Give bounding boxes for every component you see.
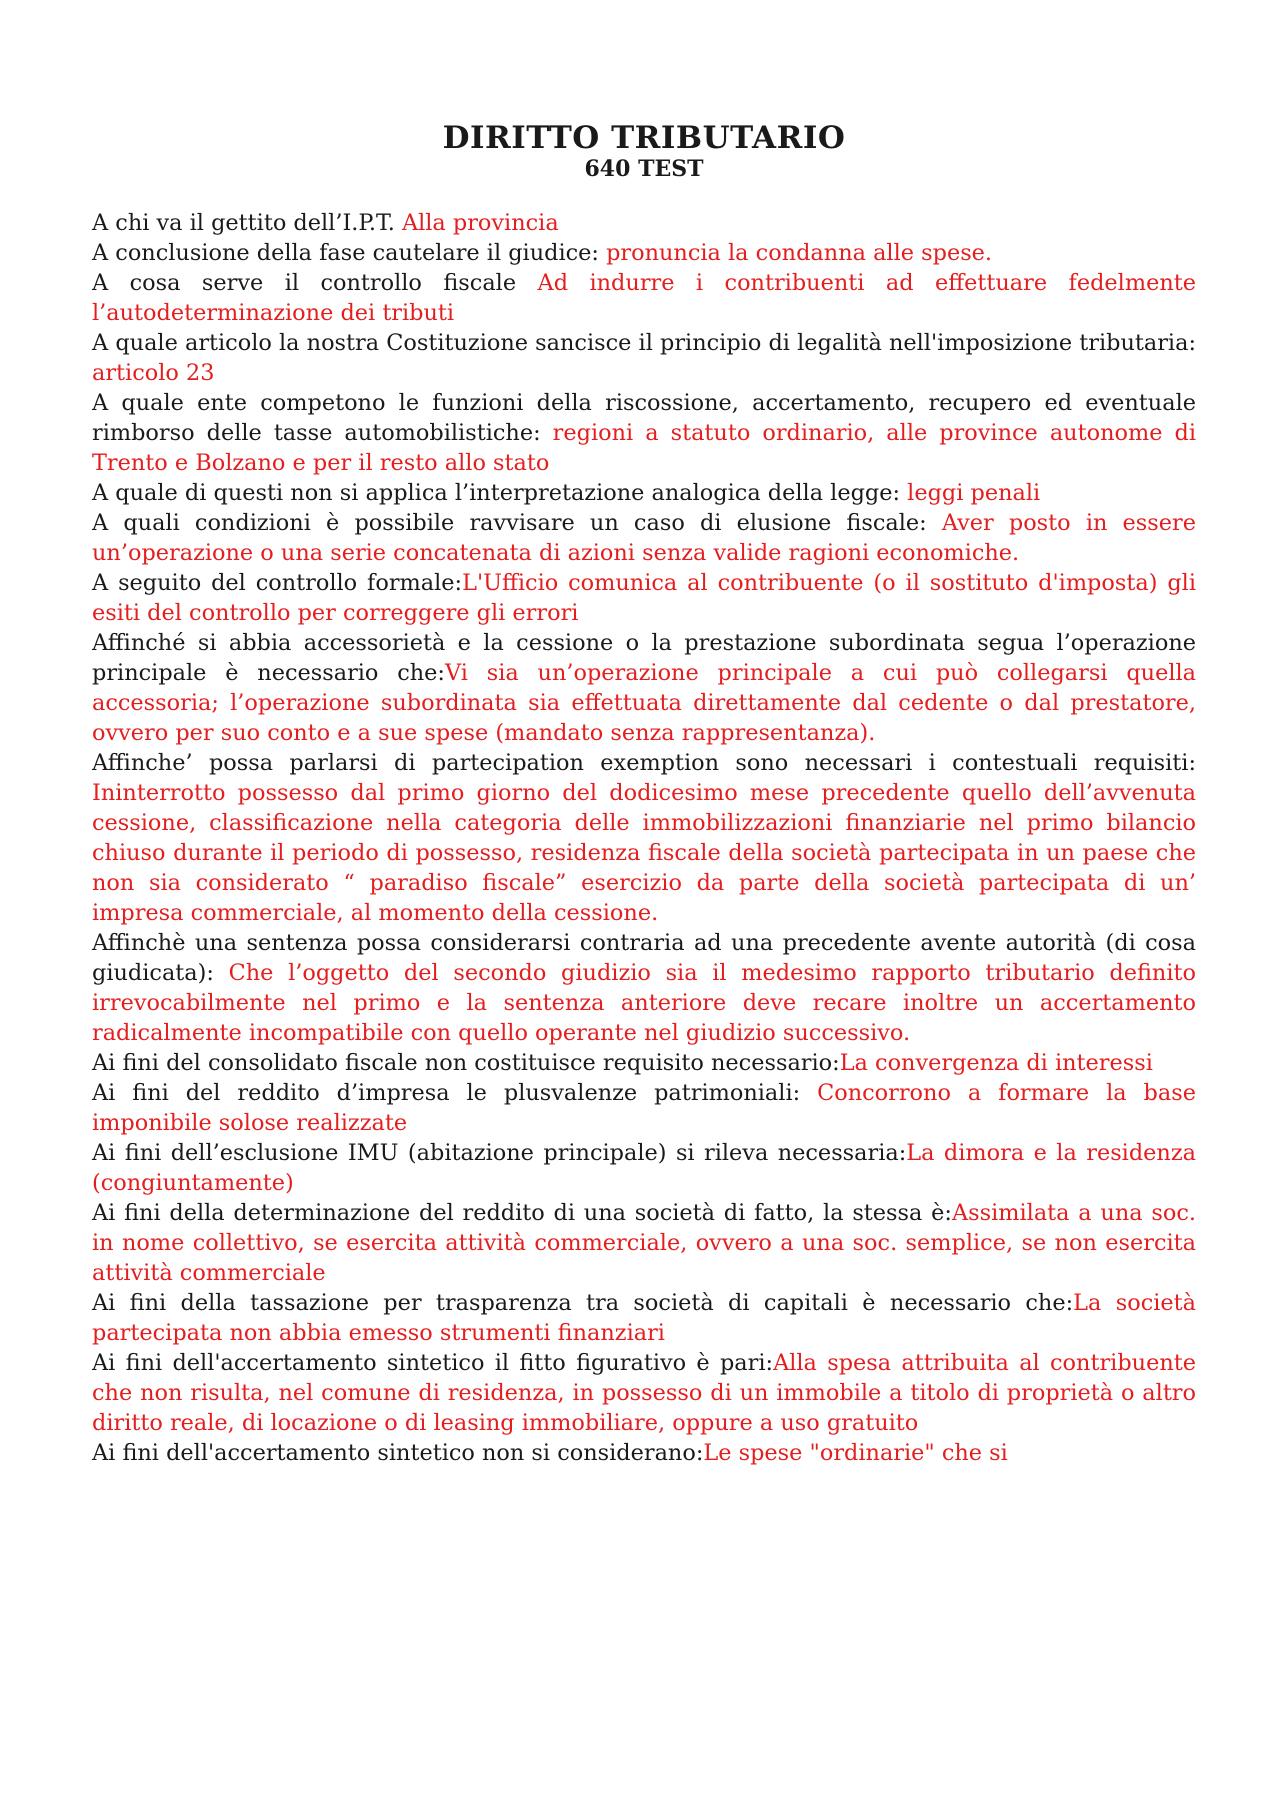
qa-item [92, 268, 1196, 328]
qa-item [92, 208, 1196, 238]
question-text: Ai fini del consolidato fiscale non costituisce requisito necessario: [92, 1050, 840, 1076]
question-text: A quale articolo la nostra Costituzione sancisce il principio di legalità nell'imposizione tributaria: [92, 330, 1196, 356]
answer-text: Concorrono a formare la base imponibile solose realizzate [92, 1080, 1196, 1136]
answer-text: L'Ufficio comunica al contribuente (o il sostituto d'imposta) gli esiti del controllo per correggere gli errori [92, 570, 1196, 626]
answer-text: leggi penali [907, 480, 1041, 506]
qa-item [92, 1138, 1196, 1198]
qa-list [92, 208, 1196, 1468]
qa-item [92, 568, 1196, 628]
answer-text: articolo 23 [92, 360, 215, 386]
qa-item [92, 1078, 1196, 1138]
qa-item [92, 328, 1196, 388]
question-text: A conclusione della fase cautelare il giudice: [92, 240, 607, 266]
answer-text: Che l’oggetto del secondo giudizio sia il medesimo rapporto tributario definito irrevocabilmente nel primo e la sentenza anteriore deve recare inoltre un accertamento radicalmente incompatibile con quello operante nel giudizio successivo. [92, 960, 1196, 1046]
qa-item [92, 748, 1196, 928]
question-text: Affinche’ possa parlarsi di partecipation exemption sono necessari i contestuali requisiti: [92, 750, 1196, 776]
answer-text: La dimora e la residenza (congiuntamente) [92, 1140, 1196, 1196]
question-text: A quale di questi non si applica l’interpretazione analogica della legge: [92, 480, 908, 506]
question-text: A seguito del controllo formale: [92, 570, 463, 596]
answer-text: Alla provincia [401, 210, 559, 236]
answer-text: Ad indurre i contribuenti ad effettuare fedelmente l’autodeterminazione dei tributi [92, 270, 1196, 326]
answer-text: Alla spesa attribuita al contribuente che non risulta, nel comune di residenza, in possesso di un immobile a titolo di proprietà o altro diritto reale, di locazione o di leasing immobiliare, oppure a uso gratuito [92, 1350, 1196, 1436]
qa-item [92, 1288, 1196, 1348]
answer-text: pronuncia la condanna alle spese. [606, 240, 993, 266]
qa-item [92, 388, 1196, 478]
answer-text: Ininterrotto possesso dal primo giorno del dodicesimo mese precedente quello dell’avvenuta cessione, classificazione nella categoria delle immobilizzazioni finanziarie nel primo bilancio chiuso durante il periodo di possesso, residenza fiscale della società partecipata in un paese che non sia considerato “ paradiso fiscale” esercizio da parte della società partecipata di un’ impresa commerciale, al momento della cessione. [92, 780, 1196, 926]
question-text: A quali condizioni è possibile ravvisare un caso di elusione fiscale: [92, 510, 942, 536]
answer-text: Vi sia un’operazione principale a cui può collegarsi quella accessoria; l’operazione subordinata sia effettuata direttamente dal cedente o dal prestatore, ovvero per suo conto e a sue spese (mandato senza rappresentanza). [92, 660, 1196, 746]
answer-text: regioni a statuto ordinario, alle province autonome di Trento e Bolzano e per il resto allo stato [92, 420, 1196, 476]
answer-text: La convergenza di interessi [839, 1050, 1153, 1076]
question-text: Ai fini del reddito d’impresa le plusvalenze patrimoniali: [92, 1080, 818, 1106]
question-text: Ai fini dell'accertamento sintetico non si considerano: [92, 1440, 704, 1466]
page-title: DIRITTO TRIBUTARIO [442, 120, 846, 156]
question-text: Ai fini della determinazione del reddito di una società di fatto, la stessa è: [92, 1200, 952, 1226]
qa-item [92, 238, 1196, 268]
document-page [92, 120, 1196, 1468]
qa-item [92, 1198, 1196, 1288]
qa-item [92, 508, 1196, 568]
answer-text: Assimilata a una soc. in nome collettivo, se esercita attività commerciale, ovvero a una soc. semplice, se non esercita attività commerciale [92, 1200, 1196, 1286]
qa-item [92, 478, 1196, 508]
question-text: A chi va il gettito dell’I.P.T. [92, 210, 402, 236]
qa-item [92, 1438, 1196, 1468]
question-text: A cosa serve il controllo fiscale [92, 270, 538, 296]
question-text: A quale ente competono le funzioni della riscossione, accertamento, recupero ed eventuale rimborso delle tasse automobilistiche: [92, 390, 1196, 446]
question-text: Affinchè una sentenza possa considerarsi contraria ad una precedente avente autorità (di cosa giudicata): [92, 930, 1196, 986]
answer-text: La società partecipata non abbia emesso strumenti finanziari [92, 1290, 1196, 1346]
qa-item [92, 928, 1196, 1048]
answer-text: Le spese "ordinarie" che si [703, 1440, 1008, 1466]
question-text: Affinché si abbia accessorietà e la cessione o la prestazione subordinata segua l’operazione principale è necessario che: [92, 630, 1196, 686]
qa-item [92, 1048, 1196, 1078]
page-subtitle: 640 TEST [584, 156, 704, 182]
qa-item [92, 628, 1196, 748]
answer-text: Aver posto in essere un’operazione o una serie concatenata di azioni senza valide ragioni economiche. [92, 510, 1196, 566]
question-text: Ai fini dell’esclusione IMU (abitazione principale) si rileva necessaria: [92, 1140, 907, 1166]
qa-item [92, 1348, 1196, 1438]
question-text: Ai fini della tassazione per trasparenza tra società di capitali è necessario che: [92, 1290, 1074, 1316]
question-text: Ai fini dell'accertamento sintetico il fitto figurativo è pari: [92, 1350, 774, 1376]
